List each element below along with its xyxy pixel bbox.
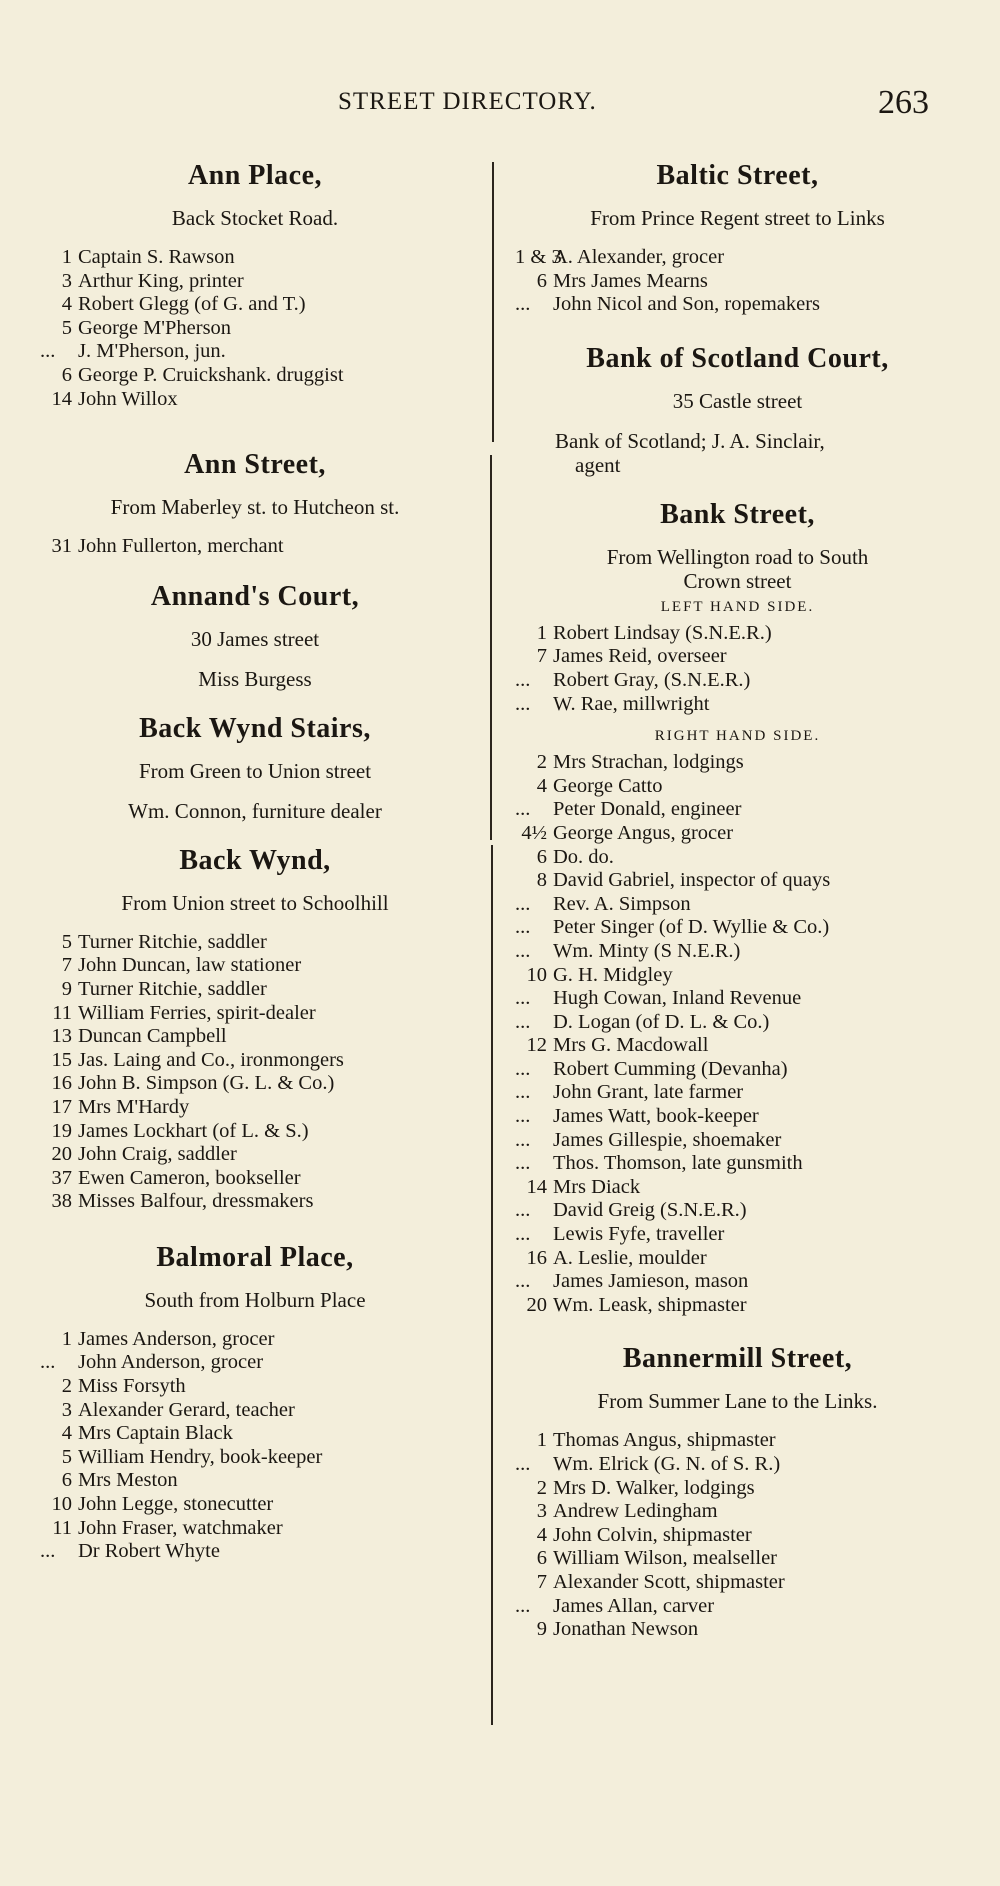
- list-item: [40, 1072, 470, 1096]
- house-number: 6: [61, 363, 72, 386]
- street-location: 30 James street: [190, 626, 320, 651]
- house-number: ...: [515, 1105, 531, 1128]
- entry-list: [515, 246, 960, 317]
- side-label: RIGHT HAND SIDE.: [654, 728, 821, 745]
- list-item: [515, 893, 960, 917]
- resident-entry: W. Rae, millwright: [553, 692, 710, 715]
- resident-entry: Miss Forsyth: [78, 1375, 186, 1398]
- house-number: ...: [515, 1453, 531, 1475]
- house-number: 6: [536, 845, 547, 868]
- page-header: [0, 84, 1000, 124]
- street-section: [40, 845, 470, 1214]
- house-number: 1: [61, 246, 72, 268]
- list-item: [515, 1081, 960, 1105]
- house-number: 2: [61, 1375, 72, 1398]
- house-number: 1 & 3: [515, 246, 562, 268]
- house-number: 4: [61, 1422, 72, 1445]
- resident-entry: Mrs M'Hardy: [78, 1095, 190, 1118]
- resident-entry: Robert Glegg (of G. and T.): [78, 293, 306, 316]
- list-item: [40, 1025, 470, 1049]
- list-item: [515, 293, 960, 317]
- house-number: 7: [536, 645, 547, 668]
- resident-entry: Robert Gray, (S.N.E.R.): [553, 668, 751, 691]
- running-title: STREET DIRECTORY.: [338, 88, 597, 115]
- resident-entry: John Nicol and Son, ropemakers: [553, 293, 821, 316]
- resident-entry: Mrs James Mearns: [553, 269, 708, 292]
- house-number: 5: [61, 316, 72, 339]
- resident-entry: Alexander Gerard, teacher: [78, 1398, 295, 1421]
- resident-entry: Mrs Diack: [553, 1175, 641, 1198]
- house-number: 4: [61, 293, 72, 316]
- house-number: 6: [61, 1469, 72, 1492]
- list-item: [515, 987, 960, 1011]
- list-item: [40, 1049, 470, 1073]
- street-section: [40, 449, 470, 559]
- street-section: [40, 581, 470, 691]
- street-location: From Maberley st. to Hutcheon st.: [110, 495, 400, 520]
- resident-entry: James Gillespie, shoemaker: [553, 1128, 782, 1151]
- entry-list: [40, 246, 470, 411]
- list-item: [515, 1595, 960, 1619]
- resident-entry: A. Alexander, grocer: [553, 246, 725, 268]
- house-number: 11: [52, 1516, 72, 1539]
- street-section: [515, 1343, 960, 1641]
- street-location: South from Holburn Place: [144, 1287, 366, 1312]
- house-number: 11: [52, 1001, 72, 1024]
- house-number: 15: [51, 1048, 72, 1071]
- page-number: 263: [878, 84, 929, 121]
- house-number: 10: [526, 963, 547, 986]
- list-item: [515, 940, 960, 964]
- house-number: 12: [526, 1034, 547, 1057]
- street-section: [515, 343, 960, 477]
- street-section: [40, 713, 470, 823]
- resident-entry: John Anderson, grocer: [78, 1351, 264, 1374]
- house-number: 38: [51, 1190, 72, 1213]
- house-number: 1: [536, 621, 547, 644]
- house-number: 5: [61, 1445, 72, 1468]
- list-item: [515, 1152, 960, 1176]
- resident-entry: Peter Singer (of D. Wyllie & Co.): [553, 916, 830, 939]
- resident-entry: G. H. Midgley: [553, 963, 673, 986]
- list-item: [40, 246, 470, 270]
- resident-entry: John Grant, late farmer: [553, 1081, 744, 1104]
- house-number: ...: [515, 916, 531, 939]
- list-item: [515, 1294, 960, 1318]
- house-number: ...: [515, 1270, 531, 1293]
- list-item: [515, 1453, 960, 1477]
- resident-entry: John B. Simpson (G. L. & Co.): [78, 1072, 335, 1095]
- resident-entry: George Angus, grocer: [553, 821, 734, 844]
- resident-entry-cont: agent: [575, 452, 621, 477]
- house-number: ...: [515, 892, 531, 915]
- house-number: 5: [61, 930, 72, 953]
- resident-entry: Duncan Campbell: [78, 1025, 227, 1048]
- resident-entry: J. M'Pherson, jun.: [78, 340, 226, 363]
- resident-entry: Miss Burgess: [198, 666, 312, 691]
- list-item: [515, 1500, 960, 1524]
- list-item: [515, 1618, 960, 1642]
- resident-entry: Ewen Cameron, bookseller: [78, 1166, 301, 1189]
- house-number: 1: [536, 1429, 547, 1452]
- house-number: 6: [536, 269, 547, 292]
- list-item: [515, 1223, 960, 1247]
- list-item: [40, 1517, 470, 1541]
- street-location: Back Stocket Road.: [171, 206, 339, 230]
- street-name: Ann Street,: [184, 449, 326, 481]
- column-rule-middle: [490, 455, 492, 840]
- house-number: ...: [515, 1010, 531, 1033]
- resident-entry: D. Logan (of D. L. & Co.): [553, 1010, 770, 1033]
- list-item: [40, 1002, 470, 1026]
- left-column: [40, 160, 470, 1564]
- street-name: Baltic Street,: [656, 160, 819, 191]
- resident-entry: John Duncan, law stationer: [78, 954, 302, 977]
- house-number: 10: [51, 1493, 72, 1516]
- house-number: ...: [515, 1199, 531, 1222]
- house-number: 4: [536, 774, 547, 797]
- resident-entry: George P. Cruickshank. druggist: [78, 363, 344, 386]
- resident-entry: A. Leslie, moulder: [553, 1246, 707, 1269]
- house-number: 3: [61, 269, 72, 292]
- resident-entry: John Craig, saddler: [78, 1143, 237, 1166]
- house-number: ...: [515, 987, 531, 1010]
- house-number: 4½: [521, 821, 547, 844]
- list-item: [515, 1199, 960, 1223]
- list-item: [40, 535, 470, 559]
- list-item: [40, 1493, 470, 1517]
- resident-entry: Wm. Connon, furniture dealer: [128, 798, 382, 823]
- house-number: 16: [526, 1246, 547, 1269]
- resident-entry: Jas. Laing and Co., ironmongers: [78, 1048, 344, 1071]
- list-item: [40, 978, 470, 1002]
- resident-entry: Misses Balfour, dressmakers: [78, 1190, 314, 1213]
- resident-entry: Turner Ritchie, saddler: [78, 977, 267, 1000]
- house-number: 17: [51, 1095, 72, 1118]
- house-number: ...: [40, 1540, 56, 1563]
- resident-entry: David Greig (S.N.E.R.): [553, 1199, 747, 1222]
- list-item: [515, 964, 960, 988]
- house-number: 1: [61, 1327, 72, 1350]
- list-item: [40, 1351, 470, 1375]
- house-number: ...: [515, 798, 531, 821]
- house-number: 20: [526, 1293, 547, 1316]
- list-item: [40, 954, 470, 978]
- resident-entry: Robert Lindsay (S.N.E.R.): [553, 621, 772, 644]
- street-location-cont: Crown street: [683, 568, 792, 593]
- house-number: 19: [51, 1119, 72, 1142]
- resident-entry: Thomas Angus, shipmaster: [553, 1429, 776, 1452]
- list-item: [515, 669, 960, 693]
- house-number: 31: [51, 535, 72, 558]
- street-name: Back Wynd Stairs,: [139, 712, 371, 744]
- resident-entry: Mrs D. Walker, lodgings: [553, 1476, 755, 1499]
- street-location: From Summer Lane to the Links.: [597, 1389, 878, 1414]
- resident-entry: John Fraser, watchmaker: [78, 1516, 283, 1539]
- list-item: [515, 270, 960, 294]
- list-item: [515, 693, 960, 717]
- resident-entry: John Legge, stonecutter: [78, 1493, 274, 1516]
- entry-list: [515, 622, 960, 716]
- list-item: [515, 1524, 960, 1548]
- house-number: ...: [40, 340, 56, 363]
- resident-entry: Mrs G. Macdowall: [553, 1034, 709, 1057]
- resident-entry: Arthur King, printer: [78, 269, 244, 292]
- resident-entry: Dr Robert Whyte: [78, 1540, 220, 1563]
- resident-entry: Peter Donald, engineer: [553, 798, 742, 821]
- house-number: 14: [51, 387, 72, 410]
- list-item: [40, 1096, 470, 1120]
- street-location: From Green to Union street: [138, 758, 372, 783]
- resident-entry: James Anderson, grocer: [78, 1327, 275, 1350]
- resident-entry: Mrs Meston: [78, 1469, 178, 1492]
- house-number: 4: [536, 1523, 547, 1546]
- resident-entry: Jonathan Newson: [553, 1618, 699, 1641]
- list-item: [515, 1247, 960, 1271]
- house-number: ...: [515, 1152, 531, 1175]
- resident-entry: Turner Ritchie, saddler: [78, 930, 267, 953]
- list-item: [40, 388, 470, 412]
- list-item: [40, 364, 470, 388]
- list-item: [40, 1446, 470, 1470]
- list-item: [40, 293, 470, 317]
- resident-entry: Andrew Ledingham: [553, 1500, 718, 1523]
- column-rule-upper: [492, 162, 494, 442]
- list-item: [515, 1571, 960, 1595]
- street-location: From Prince Regent street to Links: [590, 206, 885, 230]
- house-number: ...: [515, 1128, 531, 1151]
- house-number: ...: [515, 1594, 531, 1617]
- house-number: 9: [61, 977, 72, 1000]
- list-item: [515, 1429, 960, 1453]
- house-number: 2: [536, 751, 547, 774]
- entry-list: [40, 931, 470, 1214]
- resident-entry: Mrs Captain Black: [78, 1422, 233, 1445]
- list-item: [515, 775, 960, 799]
- resident-entry: William Wilson, mealseller: [553, 1547, 777, 1570]
- list-item: [515, 1058, 960, 1082]
- list-item: [515, 869, 960, 893]
- list-item: [40, 1399, 470, 1423]
- right-column: [515, 160, 960, 1642]
- resident-entry: Captain S. Rawson: [78, 246, 235, 268]
- resident-entry: James Reid, overseer: [553, 645, 727, 668]
- list-item: [40, 931, 470, 955]
- resident-entry: James Jamieson, mason: [553, 1270, 749, 1293]
- street-section: [515, 499, 960, 1318]
- list-item: [40, 1328, 470, 1352]
- resident-entry: James Allan, carver: [553, 1594, 715, 1617]
- house-number: 13: [51, 1025, 72, 1048]
- list-item: [515, 1270, 960, 1294]
- list-item: [515, 751, 960, 775]
- house-number: 3: [536, 1500, 547, 1523]
- house-number: 9: [536, 1618, 547, 1641]
- list-item: [40, 317, 470, 341]
- resident-entry: James Watt, book-keeper: [553, 1105, 759, 1128]
- house-number: 7: [61, 954, 72, 977]
- house-number: 7: [536, 1570, 547, 1593]
- street-section: [40, 160, 470, 411]
- column-rule-lower: [491, 845, 493, 1725]
- house-number: 37: [51, 1166, 72, 1189]
- resident-entry: James Lockhart (of L. & S.): [78, 1119, 309, 1142]
- house-number: 8: [536, 869, 547, 892]
- street-location: 35 Castle street: [672, 388, 803, 413]
- house-number: 3: [61, 1398, 72, 1421]
- resident-entry: Rev. A. Simpson: [553, 892, 691, 915]
- house-number: ...: [515, 1081, 531, 1104]
- entry-list: [40, 535, 470, 559]
- entry-list: [515, 751, 960, 1317]
- street-name: Bank Street,: [660, 498, 815, 530]
- list-item: [515, 1176, 960, 1200]
- list-item: [515, 916, 960, 940]
- street-section: [40, 1242, 470, 1564]
- street-name: Back Wynd,: [179, 844, 331, 876]
- house-number: ...: [515, 1223, 531, 1246]
- list-item: [515, 1129, 960, 1153]
- resident-entry: David Gabriel, inspector of quays: [553, 869, 831, 892]
- house-number: ...: [515, 939, 531, 962]
- list-item: [515, 1034, 960, 1058]
- street-location: From Union street to Schoolhill: [121, 890, 389, 915]
- list-item: [515, 798, 960, 822]
- list-item: [40, 1143, 470, 1167]
- resident-entry: Robert Cumming (Devanha): [553, 1057, 788, 1080]
- resident-entry: Thos. Thomson, late gunsmith: [553, 1152, 803, 1175]
- street-location: From Wellington road to South: [606, 544, 869, 569]
- resident-entry: John Willox: [78, 387, 178, 410]
- house-number: 6: [536, 1547, 547, 1570]
- resident-entry: John Fullerton, merchant: [78, 535, 284, 558]
- resident-entry: John Colvin, shipmaster: [553, 1523, 752, 1546]
- list-item: [40, 1167, 470, 1191]
- list-item: [40, 1190, 470, 1214]
- resident-entry: William Hendry, book-keeper: [78, 1445, 323, 1468]
- list-item: [40, 340, 470, 364]
- resident-entry: Bank of Scotland; J. A. Sinclair,: [555, 428, 825, 453]
- resident-entry: Lewis Fyfe, traveller: [553, 1223, 725, 1246]
- list-item: [515, 1477, 960, 1501]
- resident-entry: Wm. Minty (S N.E.R.): [553, 939, 741, 962]
- house-number: ...: [515, 668, 531, 691]
- list-item: [40, 1422, 470, 1446]
- house-number: 20: [51, 1143, 72, 1166]
- resident-entry: George Catto: [553, 774, 663, 797]
- house-number: 2: [536, 1476, 547, 1499]
- resident-entry: Hugh Cowan, Inland Revenue: [553, 987, 802, 1010]
- street-name: Balmoral Place,: [156, 1241, 354, 1273]
- resident-entry: Wm. Elrick (G. N. of S. R.): [553, 1453, 781, 1475]
- list-item: [515, 1011, 960, 1035]
- list-item: [515, 622, 960, 646]
- entry-list: [515, 1429, 960, 1641]
- street-name: Bank of Scotland Court,: [586, 342, 889, 374]
- house-number: 16: [51, 1072, 72, 1095]
- list-item: [40, 1120, 470, 1144]
- list-item: [40, 270, 470, 294]
- street-name: Annand's Court,: [150, 580, 360, 612]
- list-item: [40, 1540, 470, 1564]
- street-name: Bannermill Street,: [622, 1343, 853, 1375]
- side-label: LEFT HAND SIDE.: [660, 598, 815, 615]
- list-item: [515, 1547, 960, 1571]
- street-section: [515, 160, 960, 317]
- entry-list: [40, 1328, 470, 1564]
- house-number: ...: [515, 293, 531, 316]
- resident-entry: Do. do.: [553, 845, 614, 868]
- street-name: Ann Place,: [187, 160, 323, 191]
- list-item: [515, 822, 960, 846]
- resident-entry: Alexander Scott, shipmaster: [553, 1570, 785, 1593]
- resident-entry: George M'Pherson: [78, 316, 232, 339]
- list-item: [515, 846, 960, 870]
- list-item: [515, 246, 960, 270]
- resident-entry: Mrs Strachan, lodgings: [553, 751, 744, 774]
- list-item: [515, 645, 960, 669]
- house-number: ...: [515, 692, 531, 715]
- resident-entry: William Ferries, spirit-dealer: [78, 1001, 316, 1024]
- list-item: [40, 1469, 470, 1493]
- resident-entry: Wm. Leask, shipmaster: [553, 1293, 747, 1316]
- list-item: [515, 1105, 960, 1129]
- house-number: ...: [515, 1057, 531, 1080]
- list-item: [40, 1375, 470, 1399]
- house-number: ...: [40, 1351, 56, 1374]
- house-number: 14: [526, 1175, 547, 1198]
